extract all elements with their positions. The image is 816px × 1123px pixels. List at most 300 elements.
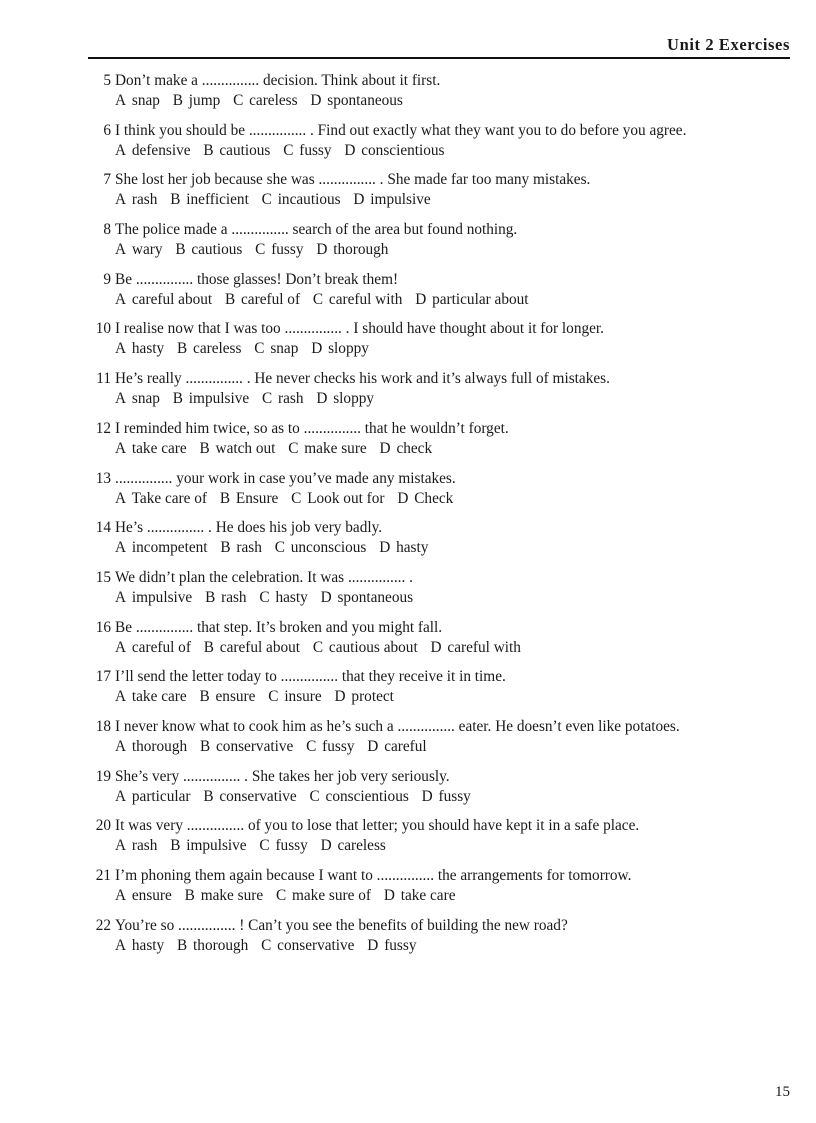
answer-options xyxy=(88,141,788,161)
answer-option xyxy=(173,390,249,407)
answer-option xyxy=(275,539,367,556)
option-letter: A xyxy=(115,787,127,805)
option-text: conservative xyxy=(216,737,294,755)
option-letter: A xyxy=(115,390,127,408)
question-item xyxy=(88,170,788,220)
option-letter: D xyxy=(379,439,391,457)
answer-option xyxy=(203,142,270,159)
answer-option xyxy=(255,241,303,258)
option-letter: A xyxy=(115,887,127,904)
answer-option xyxy=(384,887,456,904)
question-number: 22 xyxy=(95,916,111,934)
question-stem xyxy=(88,319,788,339)
question-number: 20 xyxy=(95,817,111,835)
question-text: Be ............... those glasses! Don’t break them! xyxy=(115,270,399,288)
option-text: hasty xyxy=(275,588,308,606)
question-item xyxy=(88,220,788,270)
option-letter: C xyxy=(312,290,324,308)
option-letter: D xyxy=(379,539,391,557)
answer-option xyxy=(115,340,164,357)
option-text: thorough xyxy=(131,737,188,755)
question-item xyxy=(88,866,788,916)
option-letter: C xyxy=(261,390,273,408)
question-list xyxy=(88,71,788,965)
option-letter: C xyxy=(291,489,302,507)
answer-option xyxy=(177,937,248,954)
option-text: conscientious xyxy=(325,787,409,805)
answer-option xyxy=(185,887,263,904)
question-stem xyxy=(88,667,788,687)
option-letter: D xyxy=(311,340,323,358)
question-text: He’s ............... . He does his job very badly. xyxy=(115,519,383,537)
option-letter: B xyxy=(170,191,181,209)
answer-option xyxy=(276,887,371,904)
option-letter: D xyxy=(316,241,328,259)
question-text: I’ll send the letter today to ............... that they receive it in time. xyxy=(115,668,506,686)
answer-option xyxy=(313,291,403,308)
option-letter: B xyxy=(199,439,210,457)
option-letter: B xyxy=(177,340,188,358)
option-text: wary xyxy=(131,241,163,259)
option-letter: B xyxy=(203,141,214,159)
answer-option xyxy=(367,738,426,755)
answer-option xyxy=(259,837,307,854)
answer-option xyxy=(115,837,157,854)
question-stem xyxy=(88,419,788,439)
question-stem xyxy=(88,369,788,389)
option-text: impulsive xyxy=(370,191,431,209)
option-text: thorough xyxy=(333,241,389,259)
answer-option xyxy=(262,390,304,407)
question-text: You’re so ............... ! Can’t you see the benefits of building the new road? xyxy=(115,916,568,934)
option-letter: B xyxy=(172,390,183,408)
option-letter: D xyxy=(320,588,332,606)
option-letter: B xyxy=(199,737,211,755)
option-text: hasty xyxy=(131,936,165,954)
option-text: conservative xyxy=(277,936,355,954)
option-text: rash xyxy=(131,191,158,209)
answer-options xyxy=(88,190,788,210)
option-letter: B xyxy=(220,539,231,557)
answer-options xyxy=(88,588,788,608)
answer-option xyxy=(262,191,341,208)
option-text: make sure xyxy=(304,439,367,457)
question-stem xyxy=(88,717,788,737)
question-text: She’s very ............... . She takes her job very seriously. xyxy=(115,767,450,785)
option-text: take care xyxy=(400,887,456,904)
question-item xyxy=(88,270,788,320)
answer-option xyxy=(379,539,428,556)
answer-option xyxy=(203,788,296,805)
option-text: Check xyxy=(414,489,454,507)
question-item xyxy=(88,369,788,419)
option-letter: D xyxy=(367,936,379,954)
question-item xyxy=(88,121,788,171)
answer-options xyxy=(88,240,788,260)
header-divider xyxy=(88,57,790,59)
option-text: snap xyxy=(131,92,160,109)
option-letter: A xyxy=(115,141,127,159)
option-letter: A xyxy=(115,588,127,606)
question-text: ............... your work in case you’ve made any mistakes. xyxy=(115,469,456,487)
question-item xyxy=(88,717,788,767)
question-text: I realise now that I was too ............... . I should have thought about it for longer. xyxy=(115,320,604,338)
option-text: fussy xyxy=(299,141,332,159)
answer-option xyxy=(200,738,293,755)
question-number: 17 xyxy=(95,668,111,686)
answer-option xyxy=(431,639,521,656)
answer-option xyxy=(115,241,162,258)
option-text: ensure xyxy=(215,688,256,706)
option-letter: C xyxy=(275,887,287,904)
option-text: Look out for xyxy=(307,489,385,507)
option-text: insure xyxy=(284,688,322,706)
option-text: unconscious xyxy=(290,539,367,557)
option-letter: B xyxy=(203,787,214,805)
option-letter: A xyxy=(115,241,127,259)
option-text: careless xyxy=(337,837,386,855)
option-letter: D xyxy=(320,837,332,855)
option-text: fussy xyxy=(322,737,355,755)
question-item xyxy=(88,916,788,966)
answer-option xyxy=(380,440,433,457)
question-text: I think you should be ............... . Find out exactly what they want you to do before you agree. xyxy=(115,121,687,139)
option-letter: C xyxy=(233,92,244,109)
question-text: Be ............... that step. It’s broken and you might fall. xyxy=(115,618,443,636)
question-number: 10 xyxy=(95,320,111,338)
question-text: She lost her job because she was ............... . She made far too many mistakes. xyxy=(115,171,591,189)
option-letter: A xyxy=(115,539,127,557)
option-letter: A xyxy=(115,290,127,308)
option-text: ensure xyxy=(131,887,172,904)
question-number: 6 xyxy=(103,121,111,139)
question-text: We didn’t plan the celebration. It was ............... . xyxy=(115,568,413,586)
question-number: 8 xyxy=(103,221,111,239)
option-letter: A xyxy=(115,92,127,109)
answer-option xyxy=(220,539,262,556)
option-text: incautious xyxy=(277,191,341,209)
option-text: cautious xyxy=(219,141,271,159)
question-item xyxy=(88,518,788,568)
answer-option xyxy=(115,887,172,904)
answer-options xyxy=(88,389,788,409)
option-letter: B xyxy=(170,837,181,855)
option-letter: C xyxy=(283,141,294,159)
answer-option xyxy=(175,241,242,258)
answer-option xyxy=(115,539,208,556)
option-text: rash xyxy=(131,837,158,855)
option-letter: C xyxy=(312,638,324,656)
option-letter: C xyxy=(261,191,272,209)
option-text: careful of xyxy=(131,638,191,656)
answer-options xyxy=(88,886,788,906)
answer-options xyxy=(88,787,788,807)
question-number: 21 xyxy=(95,867,111,884)
option-letter: B xyxy=(177,936,188,954)
answer-option xyxy=(204,639,300,656)
unit-title: Unit 2 Exercises xyxy=(667,35,790,54)
option-letter: C xyxy=(259,588,270,606)
question-item xyxy=(88,419,788,469)
answer-options xyxy=(88,290,788,310)
answer-option xyxy=(225,291,300,308)
question-stem xyxy=(88,916,788,936)
answer-option xyxy=(115,738,187,755)
answer-option xyxy=(254,340,298,357)
answer-option xyxy=(205,589,247,606)
answer-option xyxy=(310,788,409,805)
option-letter: B xyxy=(205,588,216,606)
option-letter: D xyxy=(367,737,379,755)
answer-option xyxy=(313,639,418,656)
option-text: sloppy xyxy=(333,390,375,408)
option-letter: B xyxy=(184,887,195,904)
question-item xyxy=(88,469,788,519)
answer-option xyxy=(115,440,187,457)
option-letter: C xyxy=(268,688,279,706)
answer-option xyxy=(115,191,157,208)
answer-option xyxy=(177,340,241,357)
option-letter: D xyxy=(415,290,427,308)
question-number: 16 xyxy=(95,618,111,636)
option-text: hasty xyxy=(396,539,429,557)
question-text: I’m phoning them again because I want to ............... the arrangements for tomorrow. xyxy=(115,867,632,884)
option-text: careless xyxy=(249,92,298,109)
option-text: impulsive xyxy=(188,390,250,408)
question-number: 13 xyxy=(95,469,111,487)
answer-option xyxy=(321,837,386,854)
option-letter: D xyxy=(421,787,433,805)
answer-option xyxy=(316,241,388,258)
question-text: I reminded him twice, so as to ............... that he wouldn’t forget. xyxy=(115,419,509,437)
answer-option xyxy=(311,340,369,357)
answer-option xyxy=(173,92,220,109)
answer-option xyxy=(115,688,187,705)
question-stem xyxy=(88,767,788,787)
option-text: jump xyxy=(188,92,221,109)
page-number: 15 xyxy=(775,1084,790,1100)
answer-options xyxy=(88,638,788,658)
question-number: 14 xyxy=(95,519,111,537)
option-letter: C xyxy=(274,539,285,557)
option-letter: B xyxy=(199,688,210,706)
answer-option xyxy=(415,291,528,308)
option-text: particular about xyxy=(432,290,529,308)
option-letter: B xyxy=(175,241,186,259)
option-letter: A xyxy=(115,439,127,457)
answer-option xyxy=(321,589,414,606)
option-text: fussy xyxy=(438,787,471,805)
option-letter: D xyxy=(353,191,365,209)
question-item xyxy=(88,71,788,121)
option-letter: A xyxy=(115,837,127,855)
answer-options xyxy=(88,339,788,359)
option-text: defensive xyxy=(131,141,191,159)
option-text: careful about xyxy=(131,290,213,308)
answer-option xyxy=(288,440,366,457)
option-letter: A xyxy=(115,936,127,954)
answer-option xyxy=(397,490,453,507)
answer-option xyxy=(306,738,354,755)
option-text: make sure xyxy=(200,887,264,904)
option-text: conscientious xyxy=(361,141,445,159)
question-text: I never know what to cook him as he’s such a ............... eater. He doesn’t even like potatoes. xyxy=(115,717,680,735)
option-letter: A xyxy=(115,737,127,755)
option-text: careful about xyxy=(219,638,301,656)
answer-option xyxy=(115,490,207,507)
question-stem xyxy=(88,170,788,190)
answer-option xyxy=(310,92,403,109)
answer-options xyxy=(88,737,788,757)
option-letter: D xyxy=(316,390,328,408)
question-stem xyxy=(88,518,788,538)
option-letter: C xyxy=(261,936,272,954)
option-text: impulsive xyxy=(131,588,193,606)
answer-option xyxy=(335,688,394,705)
question-stem xyxy=(88,866,788,886)
question-text: Don’t make a ............... decision. Think about it first. xyxy=(115,72,441,89)
option-letter: D xyxy=(310,92,322,109)
answer-option xyxy=(199,440,275,457)
option-text: careful with xyxy=(328,290,403,308)
question-stem xyxy=(88,469,788,489)
question-item xyxy=(88,767,788,817)
option-text: spontaneous xyxy=(337,588,414,606)
option-text: conservative xyxy=(219,787,297,805)
question-text: It was very ............... of you to lose that letter; you should have kept it in a safe place. xyxy=(115,817,640,835)
answer-option xyxy=(220,490,279,507)
option-letter: C xyxy=(259,837,270,855)
answer-option xyxy=(170,191,249,208)
answer-option xyxy=(115,92,160,109)
option-letter: A xyxy=(115,489,127,507)
answer-option xyxy=(115,291,212,308)
option-letter: D xyxy=(344,141,356,159)
answer-option xyxy=(422,788,471,805)
question-number: 7 xyxy=(103,171,111,189)
option-letter: B xyxy=(203,638,214,656)
answer-option xyxy=(367,937,416,954)
answer-option xyxy=(268,688,321,705)
option-letter: B xyxy=(219,489,231,507)
option-text: particular xyxy=(131,787,191,805)
option-letter: D xyxy=(397,489,409,507)
option-text: inefficient xyxy=(186,191,249,209)
option-text: sloppy xyxy=(328,340,369,358)
option-text: careful of xyxy=(241,290,301,308)
option-letter: A xyxy=(115,688,127,706)
answer-option xyxy=(283,142,331,159)
option-letter: C xyxy=(255,241,266,259)
option-text: careless xyxy=(193,340,242,358)
question-stem xyxy=(88,270,788,290)
option-letter: C xyxy=(309,787,320,805)
question-text: The police made a ............... search of the area but found nothing. xyxy=(115,221,518,239)
answer-option xyxy=(170,837,246,854)
option-letter: C xyxy=(288,439,299,457)
answer-option xyxy=(115,788,191,805)
answer-option xyxy=(353,191,430,208)
question-item xyxy=(88,568,788,618)
question-number: 18 xyxy=(95,717,111,735)
question-stem xyxy=(88,568,788,588)
option-text: snap xyxy=(270,340,299,358)
question-number: 11 xyxy=(96,370,111,388)
option-text: cautious xyxy=(191,241,243,259)
option-text: spontaneous xyxy=(327,92,403,109)
answer-options xyxy=(88,91,788,111)
answer-option xyxy=(115,589,192,606)
answer-option xyxy=(115,142,191,159)
option-text: protect xyxy=(351,688,394,706)
answer-option xyxy=(115,639,191,656)
answer-option xyxy=(261,937,354,954)
answer-options xyxy=(88,836,788,856)
answer-option xyxy=(259,589,307,606)
option-letter: D xyxy=(430,638,442,656)
question-item xyxy=(88,667,788,717)
answer-options xyxy=(88,936,788,956)
option-text: fussy xyxy=(271,241,304,259)
option-text: careful xyxy=(384,737,427,755)
option-text: rash xyxy=(236,539,262,557)
question-stem xyxy=(88,618,788,638)
answer-option xyxy=(115,390,160,407)
option-letter: C xyxy=(254,340,265,358)
option-letter: D xyxy=(334,688,346,706)
option-letter: B xyxy=(172,92,183,109)
option-text: cautious about xyxy=(328,638,418,656)
question-stem xyxy=(88,71,788,91)
answer-options xyxy=(88,489,788,509)
option-text: rash xyxy=(221,588,247,606)
option-letter: A xyxy=(115,638,127,656)
option-text: fussy xyxy=(384,936,417,954)
answer-options xyxy=(88,538,788,558)
question-stem xyxy=(88,220,788,240)
option-text: make sure of xyxy=(291,887,371,904)
option-text: careful with xyxy=(447,638,521,656)
question-stem xyxy=(88,121,788,141)
option-text: take care xyxy=(131,439,187,457)
question-text: He’s really ............... . He never checks his work and it’s always full of mistakes. xyxy=(115,370,610,388)
option-text: hasty xyxy=(131,340,165,358)
option-text: snap xyxy=(131,390,160,408)
question-item xyxy=(88,319,788,369)
question-number: 9 xyxy=(103,270,111,288)
option-letter: D xyxy=(383,887,395,904)
answer-options xyxy=(88,439,788,459)
answer-option xyxy=(344,142,444,159)
option-text: impulsive xyxy=(186,837,247,855)
answer-options xyxy=(88,687,788,707)
option-text: check xyxy=(396,439,433,457)
question-number: 12 xyxy=(95,419,111,437)
option-letter: A xyxy=(115,340,127,358)
question-stem xyxy=(88,816,788,836)
option-text: incompetent xyxy=(131,539,208,557)
answer-option xyxy=(115,937,164,954)
option-text: fussy xyxy=(275,837,308,855)
option-text: watch out xyxy=(215,439,276,457)
question-number: 15 xyxy=(95,568,111,586)
option-text: rash xyxy=(278,390,304,408)
option-letter: A xyxy=(115,191,127,209)
answer-option xyxy=(199,688,255,705)
question-number: 19 xyxy=(95,767,111,785)
question-item xyxy=(88,816,788,866)
option-letter: B xyxy=(224,290,236,308)
